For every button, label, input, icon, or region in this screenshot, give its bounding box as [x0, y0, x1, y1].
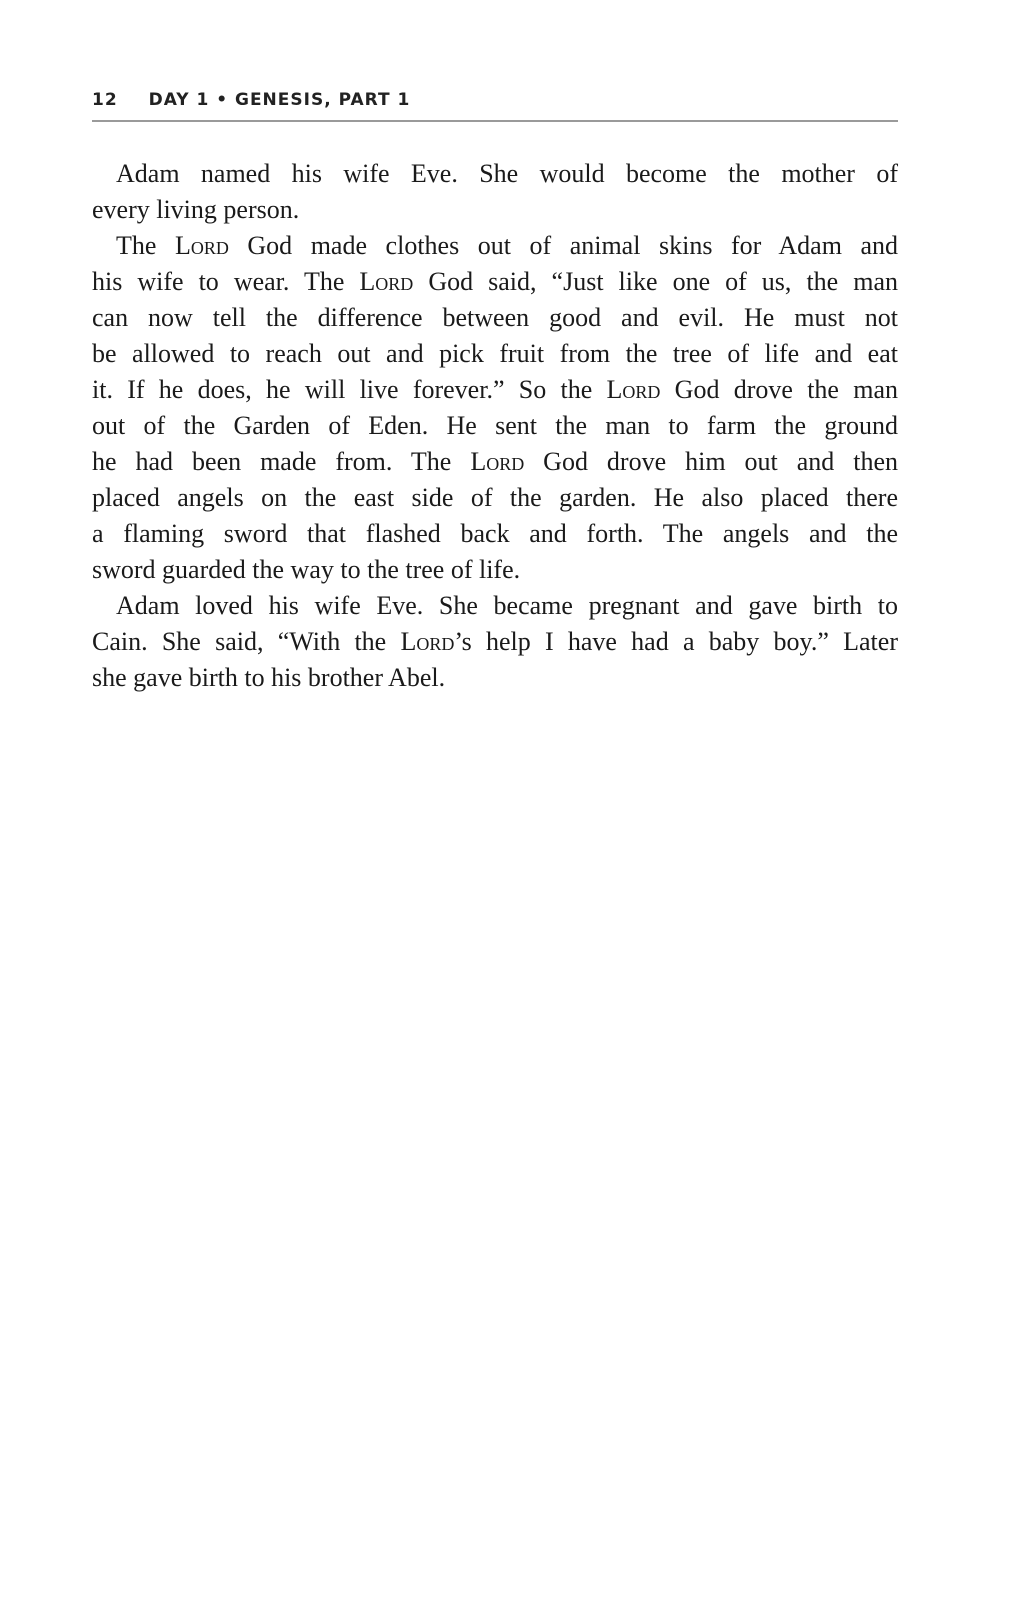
text-line: Adam named his wife Eve. She would become the mother of — [116, 159, 898, 188]
running-title: DAY 1 • GENESIS, PART 1 — [148, 90, 411, 110]
text-line: sword guarded the way to the tree of life. — [92, 555, 521, 584]
text-line: she gave birth to his brother Abel. — [92, 663, 446, 692]
page-number: 12 — [92, 90, 118, 110]
text-line: can now tell the difference between good and evil. He must not — [92, 303, 898, 332]
text-line: Cain. She said, “With the Lord’s help I have had a baby boy.” Later — [92, 627, 898, 656]
text-line: Adam loved his wife Eve. She became pregnant and gave birth to — [116, 591, 898, 620]
running-header — [92, 90, 898, 122]
text-line: be allowed to reach out and pick fruit from the tree of life and eat — [92, 339, 898, 368]
text-line: his wife to wear. The Lord God said, “Just like one of us, the man — [92, 267, 899, 296]
text-line: every living person. — [92, 195, 300, 224]
text-line: it. If he does, he will live forever.” So the Lord God drove the man — [92, 375, 898, 404]
paragraph — [92, 228, 898, 588]
body-text — [92, 156, 898, 696]
paragraph — [92, 156, 898, 228]
text-line: out of the Garden of Eden. He sent the man to farm the ground — [92, 411, 898, 440]
text-line: a flaming sword that flashed back and forth. The angels and the — [92, 519, 898, 548]
text-line: The Lord God made clothes out of animal skins for Adam and — [116, 231, 899, 260]
text-line: placed angels on the east side of the garden. He also placed there — [92, 483, 898, 512]
paragraph — [92, 588, 898, 696]
text-line: he had been made from. The Lord God drove him out and then — [92, 447, 898, 476]
